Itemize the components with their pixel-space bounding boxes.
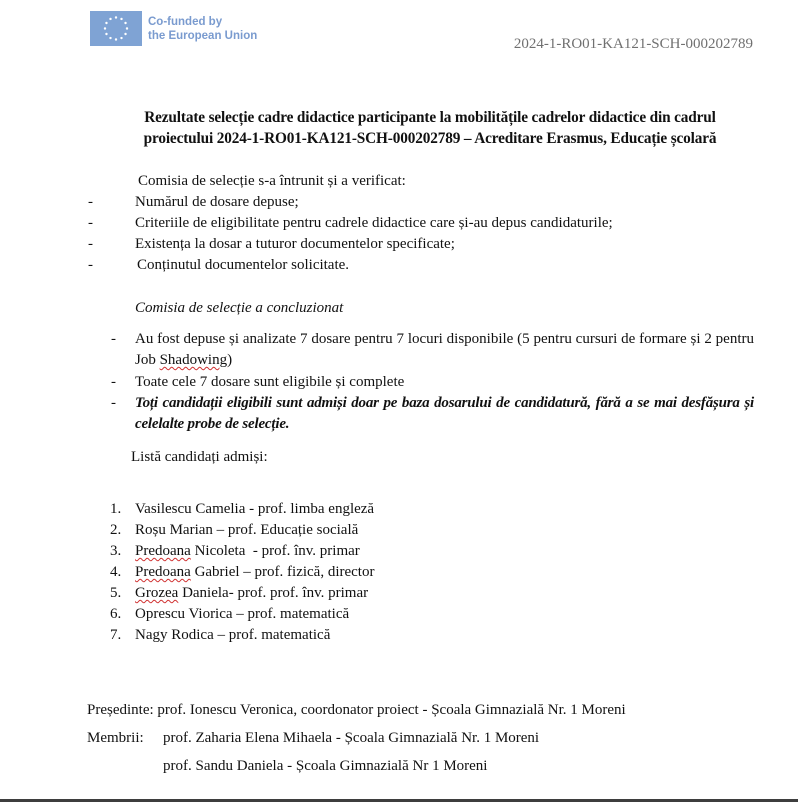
candidate-list-item — [110, 562, 374, 583]
spellcheck-flagged-word: Shadowing — [159, 352, 228, 368]
candidate-surname: Grozea — [135, 585, 179, 601]
bullet-dash: - — [111, 331, 116, 347]
candidate-number: 6. — [110, 606, 122, 622]
bullet-dash: - — [111, 374, 116, 390]
candidate-details: Daniela- prof. prof. înv. primar — [178, 585, 369, 601]
eu-logo-text — [148, 15, 257, 43]
president-name: prof. Ionescu Veronica, coordonator proiect - Școala Gimnazială Nr. 1 Moreni — [157, 702, 626, 718]
candidate-number: 2. — [110, 522, 122, 538]
title-line-2: proiectului 2024-1-RO01-KA121-SCH-000202789 – Acreditare Erasmus, Educație școlară — [143, 130, 717, 147]
candidate-details: Gabriel – prof. fizică, director — [190, 564, 375, 580]
candidate-list-item — [110, 604, 349, 625]
committee-member: prof. Zaharia Elena Mihaela - Școala Gimnazială Nr. 1 Moreni — [163, 730, 540, 746]
title-line-1: Rezultate selecție cadre didactice participante la mobilitățile cadrelor didactice din cadrul — [144, 109, 716, 126]
eu-star — [124, 22, 126, 24]
candidate-list-item — [110, 520, 358, 541]
eu-star — [104, 27, 106, 29]
committee-member: prof. Sandu Daniela - Școala Gimnazială Nr 1 Moreni — [163, 758, 488, 774]
conclusion-heading: Comisia de selecție a concluzionat — [135, 300, 344, 316]
conclusion-item-text: Au fost depuse și analizate 7 dosare pentru 7 locuri disponibile (5 pentru cursuri de formare și 2 pentru Job — [135, 331, 754, 368]
candidate-details: Camelia - prof. limba engleză — [191, 501, 375, 517]
admitted-heading: Listă candidați admiși: — [131, 449, 268, 465]
candidate-surname: Vasilescu — [135, 501, 192, 517]
candidate-list-item — [110, 583, 368, 604]
conclusion-item-text-end: ) — [227, 352, 233, 368]
verification-item: Conținutul documentelor solicitate. — [137, 257, 350, 273]
candidate-list-item — [110, 541, 360, 562]
candidate-list-item — [110, 625, 330, 646]
candidate-number: 1. — [110, 501, 122, 517]
candidate-surname: Roșu — [135, 522, 166, 538]
candidate-number: 3. — [110, 543, 122, 559]
bullet-dash: - — [88, 194, 93, 210]
candidate-number: 4. — [110, 564, 122, 580]
conclusion-item — [135, 329, 754, 371]
candidate-number: 5. — [110, 585, 122, 601]
candidate-details: Marian – prof. Educație socială — [165, 522, 359, 538]
candidate-surname: Oprescu — [135, 606, 185, 622]
candidate-details: Rodica – prof. matematică — [167, 627, 331, 643]
verification-item: Criteriile de eligibilitate pentru cadrele didactice care și-au depus candidaturile; — [135, 215, 613, 231]
conclusion-item-emphasis: Toți candidații eligibili sunt admiși doar pe baza dosarului de candidatură, fără a se mai desfășura și celelalte probe de selecție. — [135, 395, 754, 432]
bullet-dash: - — [111, 395, 116, 411]
eu-star — [126, 27, 128, 29]
eu-star — [109, 18, 111, 20]
committee-president — [87, 700, 626, 721]
bullet-dash: - — [88, 236, 93, 252]
verification-intro: Comisia de selecție s-a întrunit și a verificat: — [138, 173, 406, 189]
eu-star — [124, 33, 126, 35]
eu-star — [115, 16, 117, 18]
candidate-details: Viorica – prof. matematică — [184, 606, 350, 622]
eu-star — [120, 37, 122, 39]
candidate-surname: Predoana — [135, 543, 191, 559]
eu-star — [109, 37, 111, 39]
candidate-number: 7. — [110, 627, 122, 643]
candidate-list-item — [110, 499, 374, 520]
eu-star — [105, 22, 107, 24]
verification-item: Numărul de dosare depuse; — [135, 194, 299, 210]
bullet-dash: - — [88, 257, 93, 273]
eu-star — [120, 18, 122, 20]
candidate-details: Nicoleta - prof. înv. primar — [190, 543, 360, 559]
members-label: Membrii: — [87, 730, 144, 746]
project-code: 2024-1-RO01-KA121-SCH-000202789 — [513, 36, 753, 52]
president-label: Președinte: — [87, 702, 154, 718]
eu-flag-icon — [90, 11, 142, 46]
candidate-surname: Predoana — [135, 564, 191, 580]
eu-cofunded-logo — [90, 11, 257, 46]
eu-logo-line2: the European Union — [148, 29, 258, 42]
eu-star — [115, 38, 117, 40]
eu-star — [105, 33, 107, 35]
document-title — [100, 107, 760, 149]
verification-item: Existența la dosar a tuturor documentelor specificate; — [135, 236, 455, 252]
conclusion-item: Toate cele 7 dosare sunt eligibile și complete — [135, 374, 405, 390]
bullet-dash: - — [88, 215, 93, 231]
eu-logo-line1: Co-funded by — [148, 15, 223, 28]
candidate-surname: Nagy — [135, 627, 168, 643]
